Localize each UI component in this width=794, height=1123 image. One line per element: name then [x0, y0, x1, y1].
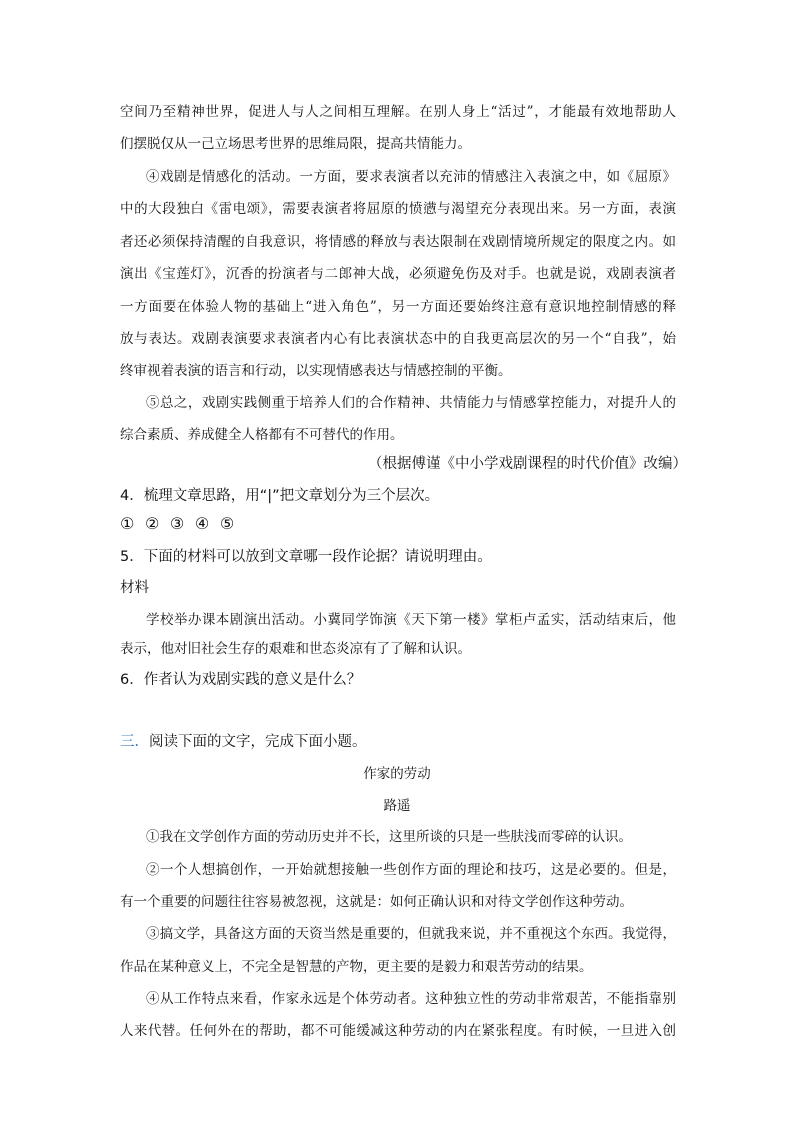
passage-paragraph-4: ④戏剧是情感化的活动。一方面，要求表演者以充沛的情感注入表演之中，如《屈原》	[146, 169, 676, 185]
passage-line: 空间乃至精神世界，促进人与人之间相互理解。在别人身上“活过”，才能最有效地帮助人	[120, 104, 676, 120]
article-author: 路遥	[383, 798, 411, 814]
passage-line: 综合素质、养成健全人格都有不可替代的作用。	[120, 427, 404, 443]
question-4-marks	[120, 514, 240, 533]
article-line: 人来代替。任何外在的帮助，都不可能缓减这种劳动的内在紧张程度。有时候，一旦进入创	[120, 1023, 676, 1039]
mark-4: ④	[194, 514, 210, 533]
material-label: 材料	[120, 580, 149, 596]
passage-line: 中的大段独白《雷电颂》，需要表演者将屈原的愤懑与渴望充分表现出来。另一方面，表演	[120, 201, 676, 217]
article-paragraph-4: ④从工作特点来看，作家永远是个体劳动者。这种独立性的劳动非常艰苦，不能指靠别	[146, 991, 676, 1007]
passage-line: 终审视着表演的语言和行动，以实现情感表达与情感控制的平衡。	[120, 363, 512, 379]
passage-source: （根据傅谨《中小学戏剧课程的时代价值》改编）	[368, 456, 687, 472]
article-line: 作品在某种意义上，不完全是智慧的产物，更主要的是毅力和艰苦劳动的结果。	[120, 959, 593, 975]
passage-line: 们摆脱仅从一己立场思考世界的思维局限，提高共情能力。	[120, 136, 471, 152]
material-line: 学校举办课本剧演出活动。小冀同学饰演《天下第一楼》掌柜卢孟实，活动结束后，他	[146, 612, 676, 628]
mark-3: ③	[169, 514, 185, 533]
section-number: 三．	[120, 734, 149, 750]
question-4: 4．梳理文章思路，用“|”把文章划分为三个层次。	[120, 488, 440, 504]
article-paragraph-1: ①我在文学创作方面的劳动历史并不长，这里所谈的只是一些肤浅而零碎的认识。	[146, 829, 632, 845]
mark-1: ①	[120, 514, 135, 533]
mark-5: ⑤	[219, 514, 235, 533]
question-5: 5．下面的材料可以放到文章哪一段作论据？请说明理由。	[120, 549, 492, 565]
passage-line: 一方面要在体验人物的基础上“进入角色”，另一方面还要始终注意有意识地控制情感的释	[120, 299, 676, 315]
section-instruction: 阅读下面的文字，完成下面小题。	[149, 734, 367, 750]
question-6: 6．作者认为戏剧实践的意义是什么？	[120, 672, 362, 688]
passage-paragraph-5: ⑤总之，戏剧实践侧重于培养人们的合作精神、共情能力与情感掌控能力，对提升人的	[146, 395, 676, 411]
passage-line: 者还必须保持清醒的自我意识，将情感的释放与表达限制在戏剧情境所规定的限度之内。如	[120, 234, 676, 250]
article-paragraph-3: ③搞文学，具备这方面的天资当然是重要的，但就我来说，并不重视这个东西。我觉得，	[146, 926, 676, 942]
passage-line: 演出《宝莲灯》，沉香的扮演者与二郎神大战，必须避免伤及对手。也就是说，戏剧表演者	[120, 266, 676, 282]
article-paragraph-2: ②一个人想搞创作，一开始就想接触一些创作方面的理论和技巧，这是必要的。但是，	[146, 862, 676, 878]
material-line: 表示，他对旧社会生存的艰难和世态炎凉有了了解和认识。	[120, 641, 471, 657]
mark-2: ②	[144, 514, 160, 533]
section-3-heading	[120, 730, 367, 751]
article-title: 作家的劳动	[363, 766, 431, 782]
article-line: 有一个重要的问题往往容易被忽视，这就是：如何正确认识和对待文学创作这种劳动。	[120, 894, 633, 910]
passage-line: 放与表达。戏剧表演要求表演者内心有比表演状态中的自我更高层次的另一个“自我”，始	[120, 331, 676, 347]
